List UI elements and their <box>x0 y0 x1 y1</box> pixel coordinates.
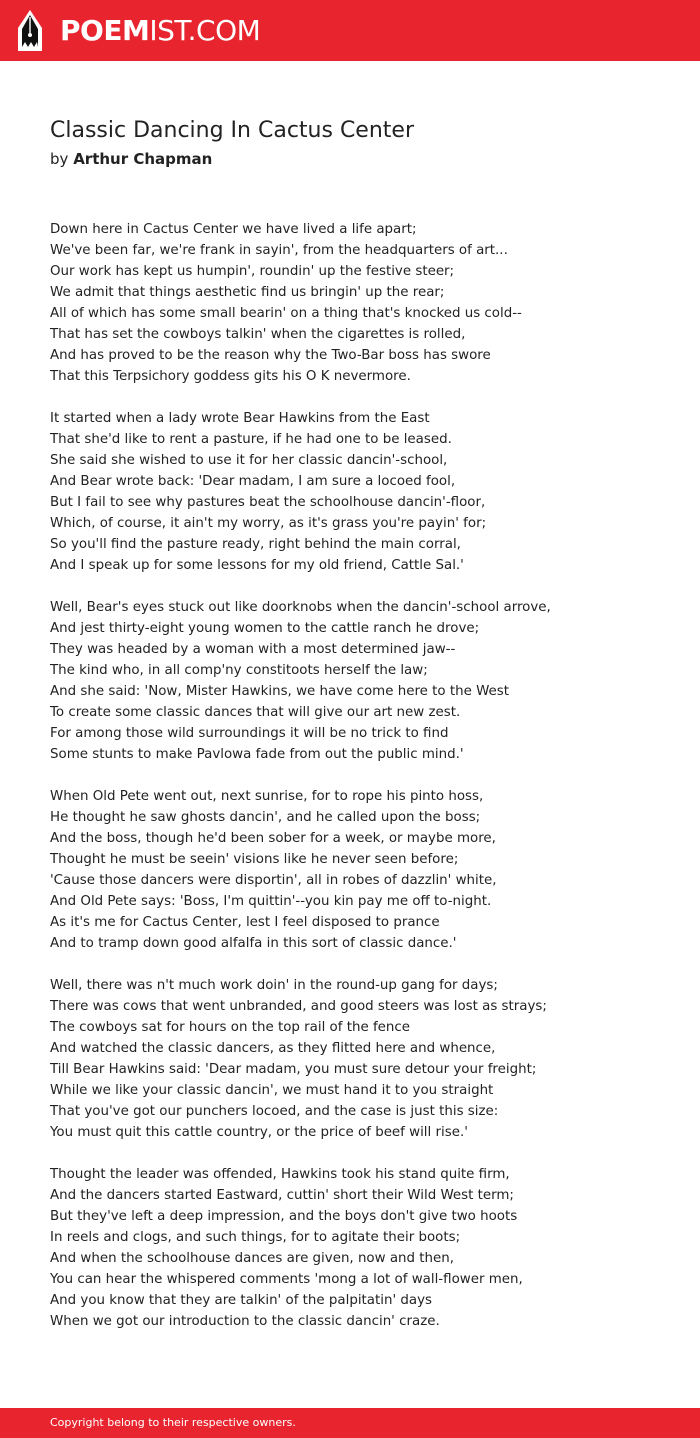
poem-line: And the dancers started Eastward, cuttin' short their Wild West term; <box>50 1188 514 1203</box>
poem-line: When we got our introduction to the classic dancin' craze. <box>50 1314 440 1329</box>
poem-line: 'Cause those dancers were disportin', all in robes of dazzlin' white, <box>50 873 497 888</box>
copyright-notice: Copyright belong to their respective owners. <box>50 1416 296 1429</box>
poem-line: Well, there was n't much work doin' in the round-up gang for days; <box>50 978 498 993</box>
poem-line: Our work has kept us humpin', roundin' up the festive steer; <box>50 264 455 279</box>
poem-line: The cowboys sat for hours on the top rail of the fence <box>50 1020 410 1035</box>
poem-line: And Bear wrote back: 'Dear madam, I am sure a locoed fool, <box>50 474 456 489</box>
poem-line: You can hear the whispered comments 'mong a lot of wall-flower men, <box>50 1272 523 1287</box>
poem-line: You must quit this cattle country, or the price of beef will rise.' <box>50 1125 468 1140</box>
poem-title: Classic Dancing In Cactus Center <box>50 118 414 143</box>
poem-line: And the boss, though he'd been sober for a week, or maybe more, <box>50 831 496 846</box>
poem-line: It started when a lady wrote Bear Hawkins from the East <box>50 411 430 426</box>
poem-line: In reels and clogs, and such things, for to agitate their boots; <box>50 1230 461 1245</box>
poem-line: All of which has some small bearin' on a thing that's knocked us cold-- <box>50 306 522 321</box>
poem-line: Some stunts to make Pavlowa fade from out the public mind.' <box>50 747 464 762</box>
poem-line: Well, Bear's eyes stuck out like doorknobs when the dancin'-school arrove, <box>50 600 551 615</box>
poem-line: And you know that they are talkin' of the palpitatin' days <box>50 1293 432 1308</box>
poem-line: Thought the leader was offended, Hawkins took his stand quite firm, <box>50 1167 510 1182</box>
poem-stanza <box>50 597 680 765</box>
brand-name <box>60 8 260 54</box>
pen-nib-icon <box>16 9 44 53</box>
poem-line: Which, of course, it ain't my worry, as it's grass you're payin' for; <box>50 516 487 531</box>
poem-line: That has set the cowboys talkin' when the cigarettes is rolled, <box>50 327 466 342</box>
poem-line: And to tramp down good alfalfa in this sort of classic dance.' <box>50 936 457 951</box>
site-logo[interactable] <box>16 8 260 54</box>
poem-stanza <box>50 786 680 954</box>
poem-line: As it's me for Cactus Center, lest I feel disposed to prance <box>50 915 440 930</box>
poem-line: And Old Pete says: 'Boss, I'm quittin'--you kin pay me off to-night. <box>50 894 492 909</box>
brand-name-light: IST.COM <box>149 14 261 47</box>
poem-line: Till Bear Hawkins said: 'Dear madam, you must sure detour your freight; <box>50 1062 537 1077</box>
poem-byline <box>50 148 212 170</box>
poem-line: She said she wished to use it for her classic dancin'-school, <box>50 453 448 468</box>
poem-line: But I fail to see why pastures beat the schoolhouse dancin'-floor, <box>50 495 486 510</box>
poem-line: The kind who, in all comp'ny constitoots herself the law; <box>50 663 428 678</box>
poem-line: But they've left a deep impression, and the boys don't give two hoots <box>50 1209 518 1224</box>
poem-line: And watched the classic dancers, as they flitted here and whence, <box>50 1041 496 1056</box>
poem-line: They was headed by a woman with a most determined jaw-- <box>50 642 456 657</box>
poem-stanza <box>50 975 680 1143</box>
poem-stanza <box>50 408 680 576</box>
poem-line: To create some classic dances that will give our art new zest. <box>50 705 461 720</box>
poem-line: And jest thirty-eight young women to the cattle ranch he drove; <box>50 621 480 636</box>
by-label: by <box>50 150 69 168</box>
poem-line: Thought he must be seein' visions like he never seen before; <box>50 852 459 867</box>
poem-line: Down here in Cactus Center we have lived a life apart; <box>50 222 417 237</box>
site-footer <box>0 1408 700 1438</box>
poem-line: So you'll find the pasture ready, right behind the main corral, <box>50 537 461 552</box>
poem-line: And has proved to be the reason why the Two-Bar boss has swore <box>50 348 491 363</box>
poem-author[interactable]: Arthur Chapman <box>73 150 213 168</box>
poem-body <box>50 219 680 1353</box>
poem-stanza <box>50 1164 680 1332</box>
poem-line: And she said: 'Now, Mister Hawkins, we have come here to the West <box>50 684 510 699</box>
poem-line: That she'd like to rent a pasture, if he had one to be leased. <box>50 432 452 447</box>
poem-line: For among those wild surroundings it will be no trick to find <box>50 726 449 741</box>
poem-line: That you've got our punchers locoed, and the case is just this size: <box>50 1104 499 1119</box>
poem-line: And I speak up for some lessons for my old friend, Cattle Sal.' <box>50 558 464 573</box>
poem-line: There was cows that went unbranded, and good steers was lost as strays; <box>50 999 547 1014</box>
brand-name-bold: POEM <box>60 14 150 47</box>
poem-line: We admit that things aesthetic find us bringin' up the rear; <box>50 285 445 300</box>
poem-line: We've been far, we're frank in sayin', from the headquarters of art... <box>50 243 508 258</box>
poem-line: He thought he saw ghosts dancin', and he called upon the boss; <box>50 810 481 825</box>
site-header <box>0 0 700 61</box>
poem-stanza <box>50 219 680 387</box>
poem-line: That this Terpsichory goddess gits his O K nevermore. <box>50 369 411 384</box>
poem-line: While we like your classic dancin', we must hand it to you straight <box>50 1083 494 1098</box>
poem-line: And when the schoolhouse dances are given, now and then, <box>50 1251 455 1266</box>
poem-line: When Old Pete went out, next sunrise, for to rope his pinto hoss, <box>50 789 484 804</box>
